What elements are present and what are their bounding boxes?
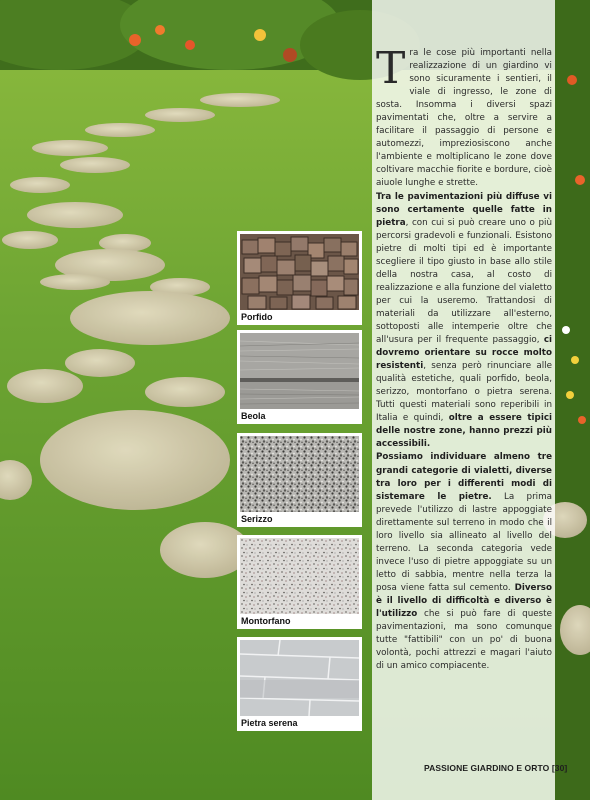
highlight-text: ci dovremo orientare su rocce molto resistenti	[376, 335, 552, 372]
beola-image	[240, 333, 359, 409]
page-number: [30]	[551, 763, 568, 773]
stone-swatch-beola	[237, 330, 362, 424]
page-footer	[424, 763, 567, 773]
stone-swatch-pietra-serena	[237, 637, 362, 731]
body-text: , senza però rinunciare alle qualità estetiche, quali porfido, beola, serizzo, montorfano o pietra serena. Tutti questi materiali sono reperibili in Italia e quindi,	[376, 361, 552, 424]
body-text: che si può fare di queste pavimentazioni, ma sono comunque tutte "fattibili" con un po' di buona volontà, pochi attrezzi e magari l'aiuto di un amico compiacente.	[376, 609, 552, 672]
magazine-name: PASSIONE GIARDINO E ORTO	[424, 763, 550, 773]
body-text: , con cui si può creare uno o più percorsi gradevoli e funzionali. Esistono pietre di molti tipi ed è importante scegliere il tipo giusto in base allo stile della nostra casa, al costo di realizzazione e alla funzione del vialetto per cui la useremo. Trattandosi di materiali da utilizzare all'esterno, sottoposti alle intemperie oltre che all'usura per il frequente passaggio,	[376, 217, 552, 346]
highlight-text: Possiamo individuare almeno tre grandi categorie di vialetti, diverse tra loro per i differenti modi di sistemare le pietre.	[376, 452, 552, 502]
stone-swatch-serizzo	[237, 433, 362, 527]
stone-caption: Beola	[241, 411, 266, 421]
highlight-text: Tra le pavimentazioni più diffuse vi sono certamente quelle fatte in pietra	[376, 191, 552, 228]
serizzo-image	[240, 436, 359, 512]
drop-cap: T	[376, 43, 406, 94]
stone-caption: Serizzo	[241, 514, 273, 524]
article-body	[376, 43, 553, 673]
highlight-text: oltre a essere tipici delle nostre zone, hanno prezzi più accessibili.	[376, 413, 553, 450]
paragraph-intro: ra le cose più importanti nella realizzazione di un giardino vi sono sicuramente i sentieri, il viale di ingresso, le zone di sosta. Insomma i diversi spazi pavimentati che, oltre a servire a facilitare il passaggio di persone e automezzi, impreziosiscono anche l'ambiente e moltiplicano le zone dove coltivare macchie fiorite e bordure, cioè aiuole lunghe e strette.	[376, 48, 552, 189]
stone-caption: Montorfano	[241, 616, 291, 626]
stone-swatch-montorfano	[237, 535, 362, 629]
porfido-image	[240, 234, 359, 310]
body-text: La prima prevede l'utilizzo di lastre appoggiate direttamente sul terreno in modo che il loro livello sia allineato al livello del terreno. La seconda categoria vede invece l'uso di pietre appoggiate su un letto di sabbia, mentre nella terza la posa viene fatta sul cemento.	[376, 491, 552, 593]
stone-caption: Pietra serena	[241, 718, 298, 728]
pietra-serena-image	[240, 640, 359, 716]
highlight-text: Diverso è il livello di difficoltà e diverso è l'utilizzo	[376, 582, 552, 620]
stone-swatch-porfido	[237, 231, 362, 325]
stone-caption: Porfido	[241, 312, 273, 322]
montorfano-image	[240, 538, 359, 614]
